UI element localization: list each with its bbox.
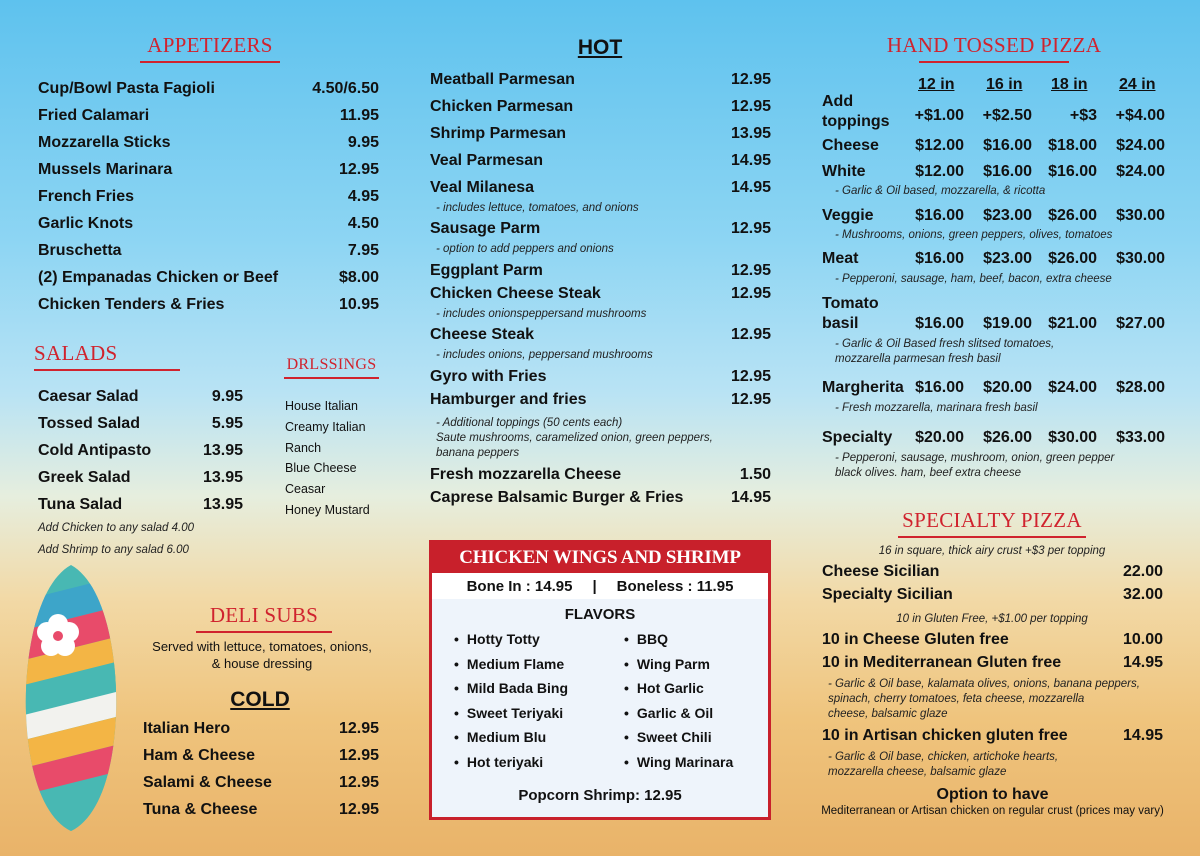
item-name: Italian Hero <box>143 720 231 737</box>
pizza-price: $24.00 <box>1048 379 1097 396</box>
item-price: 4.50 <box>347 215 379 232</box>
item-price: 12.95 <box>338 161 379 178</box>
item-price: 22.00 <box>1122 563 1163 580</box>
hot-title: HOT <box>577 36 623 59</box>
item-note: - Pepperoni, sausage, ham, beef, bacon, extra cheese <box>835 273 1112 285</box>
item-price: 12.95 <box>730 285 771 302</box>
dressing-item: House Italian <box>285 399 358 413</box>
menu-item-row <box>430 326 771 344</box>
item-price: 14.95 <box>730 489 771 506</box>
item-price: 13.95 <box>202 442 243 459</box>
menu-item-row <box>430 179 771 197</box>
pizza-price: $30.00 <box>1116 207 1165 224</box>
item-price: 13.95 <box>730 125 771 142</box>
deli-title-text: DELI SUBS <box>209 603 319 627</box>
item-name: Caprese Balsamic Burger & Fries <box>430 489 684 506</box>
item-name: Tuna & Cheese <box>143 801 258 818</box>
pizza-price: $20.00 <box>915 429 964 446</box>
flavor-item: • BBQ <box>624 627 733 652</box>
pizza-price: $26.00 <box>983 429 1032 446</box>
item-price: 13.95 <box>202 496 243 513</box>
item-name: Cheese Sicilian <box>822 563 940 580</box>
item-price: 14.95 <box>730 152 771 169</box>
item-note: - Fresh mozzarella, marinara fresh basil <box>835 402 1038 414</box>
menu-item-row <box>430 285 771 303</box>
cold-title: COLD <box>230 688 290 711</box>
pizza-price: +$3 <box>1069 107 1097 124</box>
flavor-item: • Hot teriyaki <box>454 750 568 775</box>
pizza-type-label: Cheese <box>822 137 879 154</box>
dressing-item: Honey Mustard <box>285 503 370 517</box>
menu-item-row <box>430 489 771 507</box>
pizza-type-label: White <box>822 163 866 180</box>
flavors-title: FLAVORS <box>564 606 636 623</box>
size-header: 24 in <box>1119 76 1156 93</box>
menu-item-row <box>822 631 1163 649</box>
flavor-item: • Wing Parm <box>624 652 733 677</box>
option-text: Mediterranean or Artisan chicken on regular crust (prices may vary) <box>821 805 1164 817</box>
item-note: - includes onions, peppersand mushrooms <box>436 349 653 361</box>
item-price: 4.95 <box>347 188 379 205</box>
size-header: 16 in <box>986 76 1023 93</box>
dressing-item: Ranch <box>285 440 322 455</box>
pizza-price: $16.00 <box>983 163 1032 180</box>
flavor-item: • Medium Blu <box>454 725 568 750</box>
flavors-left <box>454 627 568 774</box>
item-name: Garlic Knots <box>38 215 134 232</box>
item-price: 7.95 <box>347 242 379 259</box>
dressing-item: Creamy Italian <box>285 419 366 434</box>
deli-subtitle-2: & house dressing <box>211 656 313 671</box>
menu-item-row <box>430 71 771 89</box>
item-price: 12.95 <box>730 262 771 279</box>
item-name: Cup/Bowl Pasta Fagioli <box>38 80 215 97</box>
option-title: Option to have <box>936 786 1049 803</box>
appetizers-title <box>140 33 280 63</box>
salad-note-shrimp: Add Shrimp to any salad 6.00 <box>38 544 189 556</box>
bone-in-price: Bone In : 14.95 <box>466 577 573 595</box>
pizza-price: $23.00 <box>983 250 1032 267</box>
flavor-item: • Sweet Teriyaki <box>454 701 568 726</box>
art-note-1: - Garlic & Oil base, chicken, artichoke hearts, <box>828 751 1059 763</box>
deli-subtitle-1: Served with lettuce, tomatoes, onions, <box>152 639 372 654</box>
pizza-type-label: Veggie <box>822 207 874 224</box>
item-price: 12.95 <box>730 326 771 343</box>
pizza-price: $12.00 <box>915 163 964 180</box>
menu-item-row <box>38 161 379 179</box>
item-name: Fresh mozzarella Cheese <box>430 466 622 483</box>
wings-title: CHICKEN WINGS AND SHRIMP <box>432 543 768 573</box>
pizza-price: $16.00 <box>915 379 964 396</box>
menu-item-row <box>38 496 243 514</box>
pizza-price: $12.00 <box>915 137 964 154</box>
item-name: Veal Milanesa <box>430 179 535 196</box>
item-price: 14.95 <box>1122 654 1163 671</box>
item-name: 10 in Mediterranean Gluten free <box>822 654 1062 671</box>
item-name: Specialty Sicilian <box>822 586 953 603</box>
menu-item-row <box>430 466 771 484</box>
item-name: Greek Salad <box>38 469 131 486</box>
item-price: 32.00 <box>1122 586 1163 603</box>
item-name: Bruschetta <box>38 242 122 259</box>
pizza-type-label: Meat <box>822 250 859 267</box>
item-note: - Garlic & Oil Based fresh slitsed tomatoes, <box>835 338 1055 350</box>
dressing-item: Ceasar <box>285 482 326 497</box>
item-name: Fried Calamari <box>38 107 150 124</box>
med-note-3: cheese, balsamic glaze <box>828 708 948 720</box>
pizza-type-label: Add <box>822 93 854 110</box>
item-price: $8.00 <box>338 269 379 286</box>
menu-item-row <box>38 469 243 487</box>
item-name: Tossed Salad <box>38 415 140 432</box>
pizza-title <box>884 33 1104 63</box>
item-price: 12.95 <box>730 391 771 408</box>
flavor-item: • Wing Marinara <box>624 750 733 775</box>
item-name: French Fries <box>38 188 135 205</box>
med-note-1: - Garlic & Oil base, kalamata olives, onions, banana peppers, <box>828 678 1140 690</box>
item-price: 12.95 <box>338 801 379 818</box>
pizza-price: +$1.00 <box>914 107 964 124</box>
menu-item-row <box>430 220 771 238</box>
flavor-item: • Hot Garlic <box>624 676 733 701</box>
item-name: Veal Parmesan <box>430 152 543 169</box>
menu-item-row <box>430 98 771 116</box>
item-name: Mussels Marinara <box>38 161 173 178</box>
item-price: 9.95 <box>211 388 243 405</box>
pizza-price: +$4.00 <box>1115 107 1165 124</box>
pizza-price: $24.00 <box>1116 163 1165 180</box>
item-note: banana peppers <box>436 447 520 459</box>
item-note: - includes onionspeppersand mushrooms <box>436 308 647 320</box>
menu-item-row <box>143 720 379 738</box>
menu-item-row <box>143 747 379 765</box>
item-note: black olives. ham, beef extra cheese <box>835 467 1022 479</box>
pizza-price: $26.00 <box>1048 250 1097 267</box>
specialty-title-text: SPECIALTY PIZZA <box>902 508 1082 532</box>
pizza-type-label: Specialty <box>822 429 893 446</box>
menu-item-row <box>143 774 379 792</box>
menu-item-row <box>822 586 1163 604</box>
item-price: 12.95 <box>338 747 379 764</box>
boneless-price: Boneless : 11.95 <box>616 577 734 595</box>
dressings-title-text: DRLSSINGS <box>286 356 377 373</box>
size-header: 18 in <box>1051 76 1088 93</box>
pizza-price: $16.00 <box>915 315 964 332</box>
pizza-price: $19.00 <box>983 315 1032 332</box>
dressings-title <box>284 356 379 379</box>
item-name: Mozzarella Sticks <box>38 134 171 151</box>
item-price: 10.00 <box>1122 631 1163 648</box>
menu-item-row <box>38 188 379 206</box>
item-name: Meatball Parmesan <box>430 71 575 88</box>
flavor-item: • Mild Bada Bing <box>454 676 568 701</box>
pizza-price: $30.00 <box>1048 429 1097 446</box>
item-name: Shrimp Parmesan <box>430 125 567 142</box>
pizza-type-label: Tomato <box>822 295 879 312</box>
item-note: - includes lettuce, tomatoes, and onions <box>436 202 639 214</box>
menu-item-row <box>143 801 379 819</box>
item-price: 12.95 <box>730 220 771 237</box>
pizza-title-text: HAND TOSSED PIZZA <box>886 33 1102 57</box>
menu-item-row <box>430 391 771 409</box>
gluten-free-note: 10 in Gluten Free, +$1.00 per topping <box>896 613 1088 625</box>
item-price: 1.50 <box>739 466 771 483</box>
item-name: Ham & Cheese <box>143 747 256 764</box>
appetizers-title-text: APPETIZERS <box>147 33 273 57</box>
med-note-2: spinach, cherry tomatoes, feta cheese, mozzarella <box>828 693 1085 705</box>
item-name: Caesar Salad <box>38 388 139 405</box>
menu-item-row <box>822 563 1163 581</box>
item-price: 5.95 <box>211 415 243 432</box>
item-price: 9.95 <box>347 134 379 151</box>
item-name: 10 in Artisan chicken gluten free <box>822 727 1068 744</box>
size-header: 12 in <box>918 76 955 93</box>
pizza-price: $26.00 <box>1048 207 1097 224</box>
item-price: 13.95 <box>202 469 243 486</box>
pizza-price: $33.00 <box>1116 429 1165 446</box>
item-name: Gyro with Fries <box>430 368 547 385</box>
item-note: - Pepperoni, sausage, mushroom, onion, green pepper <box>835 452 1115 464</box>
pizza-price: $20.00 <box>983 379 1032 396</box>
item-name: 10 in Cheese Gluten free <box>822 631 1009 648</box>
specialty-title <box>898 508 1086 538</box>
title-underline <box>34 369 180 371</box>
title-underline <box>196 631 332 633</box>
item-name: Tuna Salad <box>38 496 123 513</box>
item-note: - Mushrooms, onions, green peppers, olives, tomatoes <box>835 229 1113 241</box>
item-name: (2) Empanadas Chicken or Beef <box>38 269 279 286</box>
menu-item-row <box>38 80 379 98</box>
flavor-item: • Hotty Totty <box>454 627 568 652</box>
pizza-price: $16.00 <box>915 250 964 267</box>
item-price: 14.95 <box>1122 727 1163 744</box>
menu-item-row <box>430 368 771 386</box>
menu-item-row <box>38 107 379 125</box>
item-name: Chicken Parmesan <box>430 98 574 115</box>
menu-item-row <box>38 296 379 314</box>
dressing-item: Blue Cheese <box>285 461 357 476</box>
item-note: - Garlic & Oil based, mozzarella, & ricotta <box>835 185 1046 197</box>
item-price: 12.95 <box>730 368 771 385</box>
item-price: 11.95 <box>339 107 379 124</box>
pizza-price: $21.00 <box>1048 315 1097 332</box>
pizza-price: $16.00 <box>915 207 964 224</box>
item-name: Chicken Tenders & Fries <box>38 296 225 313</box>
item-note: - option to add peppers and onions <box>436 243 614 255</box>
price-separator: | <box>592 577 597 595</box>
menu-item-row <box>38 134 379 152</box>
deli-title <box>196 603 332 633</box>
item-name: Chicken Cheese Steak <box>430 285 601 302</box>
title-underline <box>898 536 1086 538</box>
pizza-price: $24.00 <box>1116 137 1165 154</box>
flavor-item: • Garlic & Oil <box>624 701 733 726</box>
specialty-sub: 16 in square, thick airy crust +$3 per topping <box>878 545 1106 557</box>
pizza-price: $16.00 <box>1048 163 1097 180</box>
flavors-right <box>624 627 733 774</box>
item-price: 14.95 <box>730 179 771 196</box>
wings-prices <box>432 573 768 599</box>
pizza-price: $30.00 <box>1116 250 1165 267</box>
pizza-price: $23.00 <box>983 207 1032 224</box>
menu-item-row <box>430 262 771 280</box>
item-name: Salami & Cheese <box>143 774 272 791</box>
menu-item-row <box>38 388 243 406</box>
menu-item-row <box>430 125 771 143</box>
salads-title <box>34 341 180 371</box>
item-note: - Additional toppings (50 cents each) <box>436 417 623 429</box>
surfboard-icon <box>22 563 120 835</box>
item-name: Cheese Steak <box>430 326 535 343</box>
item-name: Hamburger and fries <box>430 391 587 408</box>
flavor-item: • Medium Flame <box>454 652 568 677</box>
pizza-type-label: basil <box>822 315 859 332</box>
pizza-type-label: Margherita <box>822 379 904 396</box>
title-underline <box>140 61 280 63</box>
popcorn-shrimp-price: Popcorn Shrimp: 12.95 <box>518 787 682 804</box>
item-price: 12.95 <box>338 720 379 737</box>
wings-box <box>429 540 771 820</box>
menu-item-row <box>822 654 1163 672</box>
item-note: mozzarella parmesan fresh basil <box>835 353 1001 365</box>
item-name: Sausage Parm <box>430 220 541 237</box>
item-price: 12.95 <box>338 774 379 791</box>
item-price: 12.95 <box>730 71 771 88</box>
menu-item-row <box>38 442 243 460</box>
title-underline <box>919 61 1069 63</box>
menu-item-row <box>430 152 771 170</box>
item-name: Eggplant Parm <box>430 262 543 279</box>
menu-item-row <box>38 242 379 260</box>
item-note: Saute mushrooms, caramelized onion, green peppers, <box>436 432 713 444</box>
salads-title-text: SALADS <box>34 341 118 365</box>
pizza-price: $28.00 <box>1116 379 1165 396</box>
pizza-price: $27.00 <box>1116 315 1165 332</box>
pizza-type-label: toppings <box>822 113 890 130</box>
item-price: 12.95 <box>730 98 771 115</box>
menu-item-row <box>38 415 243 433</box>
pizza-price: $16.00 <box>983 137 1032 154</box>
title-underline <box>284 377 379 379</box>
art-note-2: mozzarella cheese, balsamic glaze <box>828 766 1007 778</box>
artisan-row <box>822 727 1163 745</box>
salad-note-chicken: Add Chicken to any salad 4.00 <box>38 522 194 534</box>
menu-item-row <box>38 215 379 233</box>
flavor-item: • Sweet Chili <box>624 725 733 750</box>
menu-item-row <box>38 269 379 287</box>
item-price: 4.50/6.50 <box>312 80 379 97</box>
item-name: Cold Antipasto <box>38 442 152 459</box>
item-price: 10.95 <box>338 296 379 313</box>
pizza-price: $18.00 <box>1048 137 1097 154</box>
pizza-price: +$2.50 <box>982 107 1032 124</box>
